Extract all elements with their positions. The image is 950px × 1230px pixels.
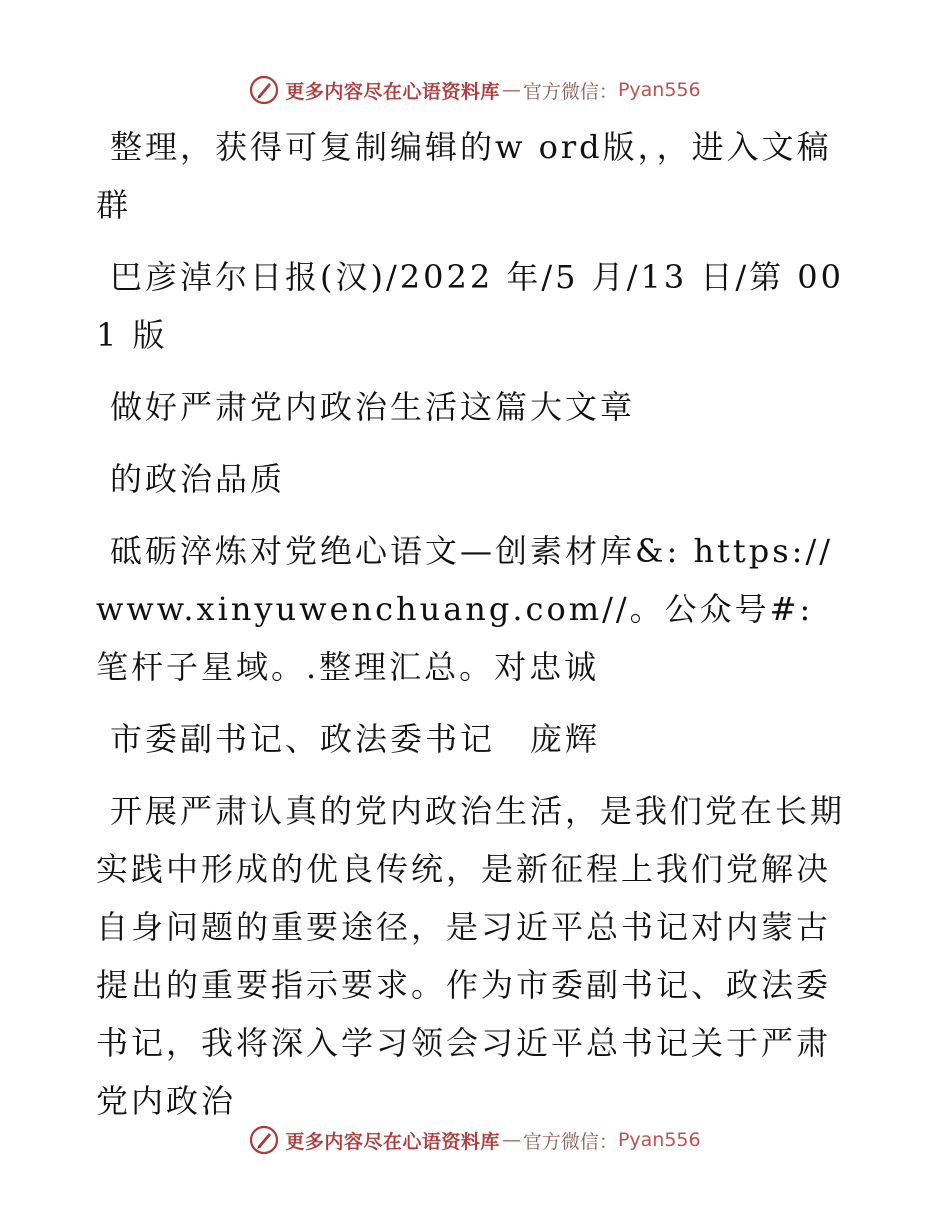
footer-banner (0, 1120, 950, 1160)
document-body (96, 118, 856, 1144)
banner-separator: — (501, 79, 521, 101)
header-banner (0, 70, 950, 110)
banner-text: 更多内容尽在心语资料库 (285, 80, 500, 103)
paragraph-source: 巴彦淖尔日报(汉)/2022 年/5 月/13 日/第 001 版 (96, 258, 845, 354)
quill-pen-logo-icon (249, 75, 279, 105)
banner-wechat-label: 官方微信： (522, 1130, 618, 1153)
banner-wechat-id: Pyan556 (617, 79, 701, 101)
paragraph-watermark: 砥砺淬炼对党绝心语文—创素材库&: https://www.xinyuwenchuang.com//。公众号#: 笔杆子星域。.整理汇总。对忠诚 (96, 532, 834, 686)
paragraph-body: 开展严肃认真的党内政治生活，是我们党在长期实践中形成的优良传统，是新征程上我们党解决自身问题的重要途径，是习近平总书记对内蒙古提出的重要指示要求。作为市委副书记、政法委书记，我将深入学习领会习近平总书记关于严肃党内政治 (96, 792, 846, 1120)
paragraph-author: 市委副书记、政法委书记 庞辉 (110, 720, 601, 758)
quill-pen-logo-icon (249, 1125, 279, 1155)
paragraph-title: 做好严肃党内政治生活这篇大文章 (110, 388, 636, 426)
banner-text: 更多内容尽在心语资料库 (285, 1130, 500, 1153)
banner-separator: — (501, 1129, 521, 1151)
banner-wechat-label: 官方微信： (522, 80, 618, 103)
banner-wechat-id: Pyan556 (617, 1129, 701, 1151)
paragraph-intro: 整理，获得可复制编辑的w ord版，，进入文稿群 (96, 128, 832, 224)
paragraph-subtitle: 的政治品质 (110, 460, 286, 498)
